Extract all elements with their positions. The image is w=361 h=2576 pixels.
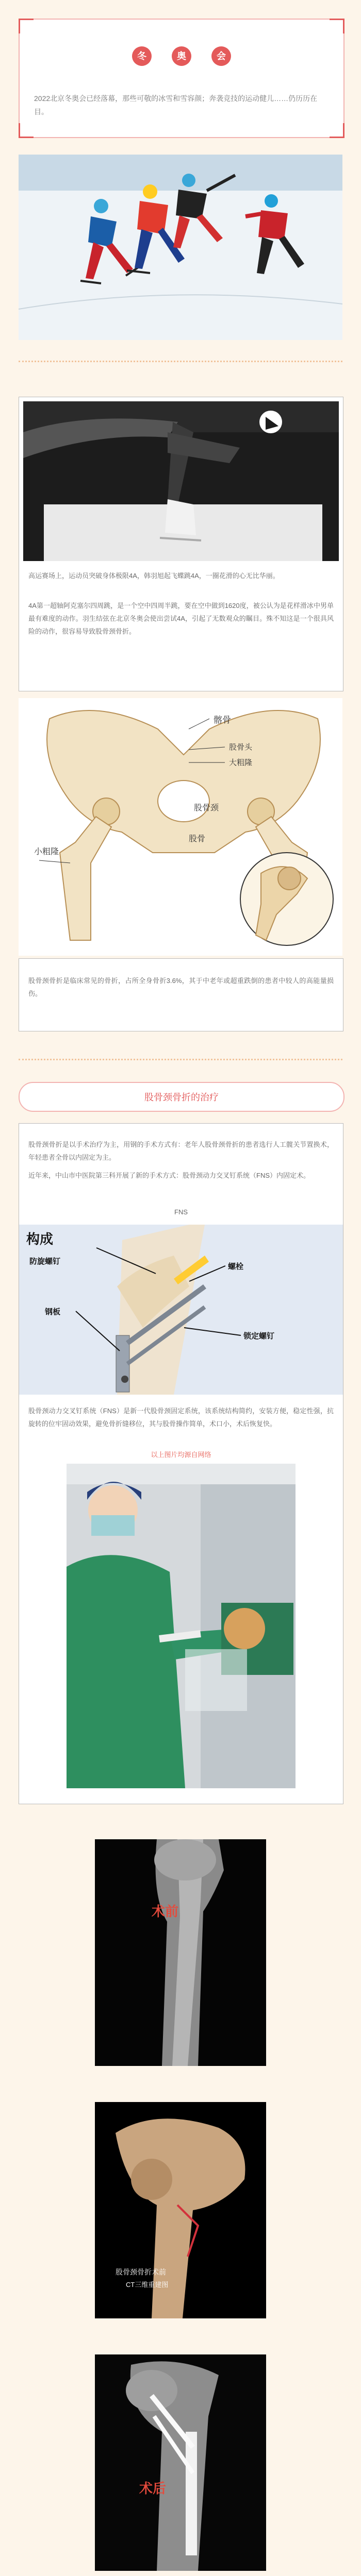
intro-text: 2022北京冬奥会已经落幕，那些可敬的冰雪和雪容颜；奔袭竞技的运动健儿……仍历历在目。 bbox=[34, 94, 318, 116]
pelvis-illustration bbox=[19, 698, 342, 956]
section-title-box bbox=[19, 1082, 344, 1112]
label-lock-screw: 锁定螺钉 bbox=[243, 1332, 275, 1341]
fns-label: FNS bbox=[174, 1208, 188, 1216]
treatment-para-2: 近年来，中山市中医院第三科开展了新的手术方式：股骨颈动力交叉钉系统（FNS）内固定术。 bbox=[28, 1172, 310, 1179]
label-ilium: 髂骨 bbox=[214, 715, 231, 725]
xray-before bbox=[95, 1839, 266, 2066]
xray-after bbox=[95, 2354, 266, 2571]
corner-decoration bbox=[330, 19, 344, 33]
dotted-divider bbox=[19, 361, 342, 362]
label-femoral-neck: 股骨颈 bbox=[194, 804, 219, 812]
speed-skating-photo bbox=[19, 155, 342, 340]
corner-decoration bbox=[330, 123, 344, 138]
label-after: 术后 bbox=[139, 2481, 167, 2496]
title-char: 奥 bbox=[172, 46, 191, 66]
treatment-para-3: 股骨颈动力交叉钉系统（FNS）是新一代股骨颈固定系统，该系统结构简约，安装方便，稳定性强，抗旋转的位牢固动效果，避免骨折缝移位，其与股骨操作简单，术口小，术后恢复快。 bbox=[28, 1407, 334, 1428]
label-greater-trochanter: 大粗隆 bbox=[229, 758, 253, 767]
surgery-image-title: 以上图片均源自网络 bbox=[151, 1451, 211, 1459]
ct-label-line2: CT三维重建图 bbox=[126, 2281, 169, 2289]
surgery-photo bbox=[67, 1464, 296, 1788]
corner-decoration bbox=[19, 19, 34, 33]
fns-composition-image bbox=[19, 1225, 343, 1395]
label-plate: 钢板 bbox=[45, 1308, 61, 1316]
ct-label-line1: 股骨颈骨折术前 bbox=[116, 2268, 166, 2276]
title-char: 冬 bbox=[132, 46, 152, 66]
section-title: 股骨颈骨折的治疗 bbox=[144, 1092, 219, 1103]
dotted-divider bbox=[19, 1059, 342, 1060]
figure-skating-card bbox=[19, 397, 343, 691]
skate-caption-4a: 4A第一超轴阿克塞尔四周跳，是一个空中四周半跳，要在空中做到1620度，被公认为是花样滑冰中男单最有难度的动作。羽生结弦在北京冬奥会使出尝试4A，引起了无数观众的瞩目。殊不知这是一个很具风险的动作，很容易导致股骨颈骨折。 bbox=[28, 602, 334, 635]
label-anti-rotation-screw: 防旋螺钉 bbox=[29, 1257, 61, 1266]
label-femoral-head: 股骨头 bbox=[229, 743, 253, 752]
skate-caption: 高运赛场上，运动员突破身体极限4A，韩羽旭起飞蝶跳4A，一圈花滑的心无比华丽。 bbox=[28, 572, 280, 580]
pelvis-caption-box bbox=[19, 958, 343, 1031]
pelvis-caption: 股骨颈骨折是临床常见的骨折，占所全身骨折3.6%，其于中老年或超重跌倒的患者中较人的高能量损伤。 bbox=[28, 977, 334, 997]
title-char: 会 bbox=[211, 46, 231, 66]
intro-box bbox=[19, 19, 344, 138]
treatment-para-1: 股骨颈骨折是以手术治疗为主，用钢的手术方式有：老年人股骨颈骨折的患者选行人工髋关节置换术，年轻患者全骨以内固定为主。 bbox=[28, 1141, 334, 1161]
label-femur: 股骨 bbox=[189, 835, 206, 843]
label-before: 术前 bbox=[152, 1904, 179, 1919]
treatment-card bbox=[19, 1123, 343, 1804]
ct-reconstruction bbox=[95, 2102, 266, 2318]
label-bolt: 螺栓 bbox=[228, 1262, 244, 1271]
figure-skating-photo bbox=[23, 401, 339, 561]
composition-title: 构成 bbox=[26, 1231, 54, 1247]
corner-decoration bbox=[19, 123, 34, 138]
label-lesser-trochanter: 小粗隆 bbox=[34, 848, 59, 856]
